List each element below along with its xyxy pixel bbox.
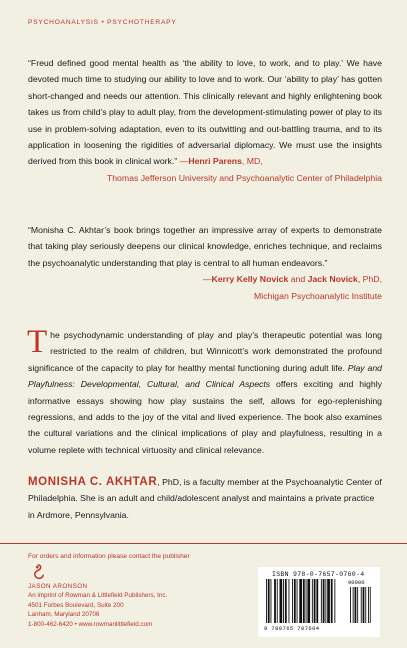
barcode-bar <box>312 579 313 623</box>
barcode-bar <box>325 579 326 623</box>
barcode-bar <box>334 579 335 623</box>
quote-text: “Freud defined good mental health as ‘the ability to love, to work, and to play.’ We have devoted much time to studying our ability to love and to work. Our ‘ability to play’ has gotten short-changed and needs our attention. This clinically relevant and highly enlightening book takes us from child’s play to adult play, from the development-stimulating power of play to its use in problem-solving adaptation, even to its outwitting and out-battling trauma, and to its application in loosening the rigidities of adversarial diplomacy. We must use the insights derived from this book in clinical work.” <box>28 58 382 167</box>
quote-attribution: —Henri Parens, MD, <box>179 156 263 167</box>
category-label: PSYCHOANALYSIS • PSYCHOTHERAPY <box>28 19 177 26</box>
drop-cap: T <box>27 324 48 360</box>
barcode-bar <box>285 579 287 623</box>
barcode-bar <box>303 579 305 623</box>
barcode-bar <box>297 579 298 623</box>
endorser-name-2: Jack Novick <box>307 274 358 285</box>
barcode-bar <box>266 579 267 623</box>
barcode-bar <box>323 579 325 623</box>
barcode-bar <box>289 579 290 623</box>
endorser-name-1: Kerry Kelly Novick <box>211 274 289 285</box>
barcode-bar <box>299 579 302 623</box>
book-title: Play and Playfulness: Developmental, Cultural, and Clinical Aspects <box>28 362 382 390</box>
barcode-bar <box>268 579 270 623</box>
barcode-bar <box>353 587 354 623</box>
barcode-bar <box>274 579 276 623</box>
barcode-bar <box>327 579 330 623</box>
barcode-bar <box>363 587 365 623</box>
barcode-bar <box>316 579 318 623</box>
endorser-name: Henri Parens <box>188 156 242 167</box>
endorsement-quote-1 <box>28 55 382 186</box>
barcode-bar <box>350 587 351 623</box>
publisher-line: An imprint of Rowman & Littlefield Publishers, Inc. <box>28 592 168 600</box>
quote-attribution: —Kerry Kelly Novick and Jack Novick, PhD, <box>202 274 382 285</box>
barcode-digits: 9 780765 707604 <box>264 625 320 632</box>
barcode-bar <box>314 579 316 623</box>
endorsement-quote-2 <box>28 222 382 304</box>
publisher-info <box>28 582 167 629</box>
barcode-bar <box>357 587 358 623</box>
author-name: MONISHA C. AKHTAR <box>28 476 158 488</box>
isbn-barcode <box>258 567 380 637</box>
publisher-line: Lanham, Maryland 20706 <box>28 611 100 619</box>
isbn-text: ISBN 978-0-7657-0760-4 <box>272 571 365 578</box>
publisher-line: 1-800-462-6420 • www.rowmanlittlefield.com <box>28 620 153 628</box>
barcode-bar <box>365 587 366 623</box>
publisher-logo-icon <box>31 564 45 580</box>
barcode-bar <box>271 579 272 623</box>
barcode-bar <box>368 587 369 623</box>
barcode-bar <box>292 579 293 623</box>
barcode-bar <box>283 579 284 623</box>
barcode-bar <box>306 579 307 623</box>
barcode-bar <box>321 579 322 623</box>
barcode-bar <box>370 587 371 623</box>
barcode-bar <box>355 587 357 623</box>
endorser-affiliation: Thomas Jefferson University and Psychoanalytic Center of Philadelphia <box>106 172 382 183</box>
barcode-bar <box>307 579 310 623</box>
barcode-bar <box>294 579 296 623</box>
publisher-line: 4501 Forbes Boulevard, Suite 200 <box>28 601 124 609</box>
order-info: For orders and information please contact the publisher <box>28 553 190 560</box>
barcode-bar <box>277 579 278 623</box>
book-description: The psychodynamic understanding of play and play’s therapeutic potential was long restricted to the realm of children, but Winnicott’s work demonstrated the profound significance of the capacity to play for healthy mental functioning during adult life. Play and Playfulness: Developmental, Cultural, and Clinical Aspects offers exciting and highly informative essays showing how play sustains the self, allows for ego-replenishing regressions, and adds to the joy of the vital and lived experience. The book also examines the cultural variations and the clinical implications of play and playfulness, resulting in a volume replete with technical virtuosity and clinical relevance. <box>27 324 382 455</box>
barcode-bar <box>361 587 362 623</box>
barcode-bar <box>280 579 283 623</box>
barcode-bar <box>331 579 333 623</box>
endorser-affiliation: Michigan Psychoanalytic Institute <box>254 290 382 301</box>
quote-text: “Monisha C. Akhtar’s book brings together an impressive array of experts to demonstrate that taking play seriously deepens our clinical knowledge, enriches technique, and reclaims the psychoanalytic understanding that play is central to all human endeavors.” <box>28 225 382 268</box>
divider <box>0 543 407 544</box>
author-bio: MONISHA C. AKHTAR, PhD, is a faculty member at the Psychoanalytic Center of Philadelphia. She is an adult and child/adolescent analyst and maintains a private practice in Ardmore, Pennsylvania. <box>28 476 382 520</box>
barcode-supplement: 90000 <box>348 579 365 586</box>
publisher-name: JASON ARONSON <box>28 583 88 590</box>
